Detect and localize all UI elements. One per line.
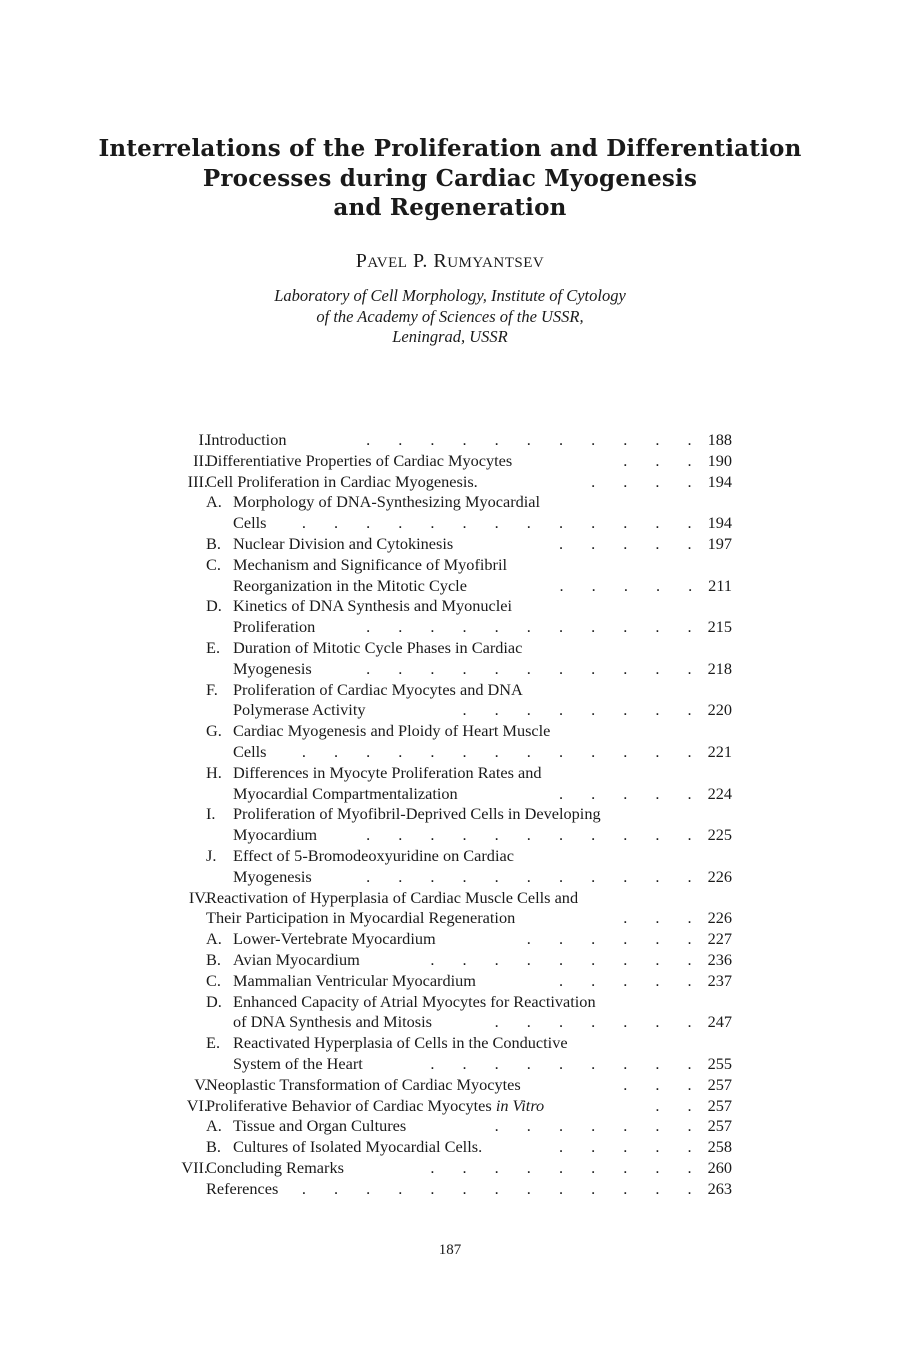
toc-page-number: 226 (707, 866, 732, 886)
title-line: and Regeneration (333, 194, 567, 221)
toc-subsection-letter: C. (206, 554, 221, 574)
toc-entry-title: Tissue and Organ Cultures (233, 1116, 407, 1136)
toc-dot-leader: . . . . (591, 471, 704, 491)
toc-section-number: VII. (181, 1157, 208, 1177)
toc-dot-leader: . . . . . . . (494, 1012, 704, 1032)
toc-page-number: 263 (707, 1178, 732, 1198)
toc-entry-title: Reactivation of Hyperplasia of Cardiac Muscle Cells and (206, 887, 579, 907)
title-line: Processes during Cardiac Myogenesis (202, 164, 698, 192)
toc-dot-leader: . . . . . . . . . (430, 1157, 704, 1177)
toc-entry-title-continued: Reorganization in the Mitotic Cycle (233, 575, 467, 595)
toc-entry-title: Concluding Remarks (206, 1157, 344, 1177)
toc-row (140, 992, 740, 1013)
article-title (0, 134, 900, 223)
toc-row (140, 638, 740, 659)
toc-dot-leader: . . . (623, 450, 704, 470)
toc-row (140, 825, 740, 846)
toc-subsection-letter: D. (206, 991, 222, 1011)
toc-dot-leader: . . . . . . . . (462, 700, 704, 720)
toc-section-number: III. (187, 471, 208, 491)
toc-subsection-letter: E. (206, 1033, 221, 1053)
toc-dot-leader: . . . . . . (526, 929, 704, 949)
table-of-contents (140, 430, 740, 1199)
toc-row (140, 1116, 740, 1137)
toc-entry-title-continued: Proliferation (233, 617, 316, 637)
toc-row (140, 534, 740, 555)
toc-row (140, 700, 740, 721)
toc-row (140, 451, 740, 472)
toc-entry-title-continued: System of the Heart (233, 1053, 363, 1073)
toc-dot-leader: . . . . . . . . . . . (366, 866, 704, 886)
toc-dot-leader: . . . (623, 1074, 704, 1094)
toc-row (140, 971, 740, 992)
toc-dot-leader: . . (655, 1095, 704, 1115)
toc-row (140, 888, 740, 909)
toc-page-number: 237 (707, 970, 732, 990)
toc-row (140, 929, 740, 950)
page-number: 187 (438, 1242, 462, 1258)
toc-entry-title: Neoplastic Transformation of Cardiac Myocytes (206, 1074, 521, 1094)
toc-page-number: 220 (707, 700, 732, 720)
toc-row (140, 1054, 740, 1075)
toc-entry-title: Kinetics of DNA Synthesis and Myonuclei (233, 596, 513, 616)
toc-dot-leader: . . . . . . . . . (430, 1053, 704, 1073)
toc-subsection-letter: A. (206, 492, 222, 512)
toc-dot-leader: . . . . . (559, 575, 705, 595)
toc-entry-title-continued: References (206, 1178, 279, 1198)
toc-page-number: 258 (707, 1137, 732, 1157)
toc-row (140, 1096, 740, 1117)
toc-row (140, 555, 740, 576)
title-line: Interrelations of the Proliferation and Differentiation (98, 135, 802, 162)
toc-dot-leader: . . . . . . . . . (430, 949, 704, 969)
toc-page-number: 211 (708, 575, 732, 595)
toc-dot-leader: . . . . . . . . . . . (366, 617, 704, 637)
toc-page-number: 194 (707, 513, 732, 533)
toc-row (140, 576, 740, 597)
toc-dot-leader: . . . . . . . . . . . . . (301, 1178, 704, 1198)
toc-row (140, 472, 740, 493)
toc-subsection-letter: A. (206, 1116, 222, 1136)
toc-page-number: 215 (707, 617, 732, 637)
toc-entry-title (206, 1096, 544, 1117)
toc-entry-title-continued: Myocardial Compartmentalization (233, 783, 458, 803)
toc-entry-title-continued: of DNA Synthesis and Mitosis (233, 1012, 433, 1032)
toc-entry-title: Duration of Mitotic Cycle Phases in Cardiac (233, 637, 523, 657)
toc-entry-title: Lower-Vertebrate Myocardium (233, 929, 436, 949)
toc-page-number: 194 (707, 471, 732, 491)
toc-section-number: IV. (188, 887, 208, 907)
toc-dot-leader: . . . . . (558, 783, 704, 803)
toc-section-number: II. (193, 450, 208, 470)
toc-subsection-letter: C. (206, 970, 221, 990)
toc-row (140, 867, 740, 888)
toc-row (140, 804, 740, 825)
toc-entry-title-continued: Polymerase Activity (233, 700, 366, 720)
toc-entry-title: Cell Proliferation in Cardiac Myogenesis. (206, 471, 478, 491)
toc-page-number: 257 (707, 1095, 732, 1115)
toc-dot-leader: . . . . . . . . . . . . . (301, 513, 704, 533)
toc-row (140, 846, 740, 867)
toc-page-number: 224 (707, 783, 732, 803)
toc-subsection-letter: G. (206, 721, 222, 741)
toc-row (140, 784, 740, 805)
toc-dot-leader: . . . . . . . . . . . . . (301, 741, 704, 761)
author-affiliation (0, 286, 900, 348)
toc-subsection-letter: J. (206, 845, 217, 865)
toc-entry-title: Proliferation of Cardiac Myocytes and DNA (233, 679, 523, 699)
toc-row (140, 680, 740, 701)
toc-subsection-letter: H. (206, 762, 222, 782)
toc-page-number: 257 (707, 1116, 732, 1136)
toc-subsection-letter: D. (206, 596, 222, 616)
toc-entry-title-continued: Cells (233, 513, 267, 533)
toc-row (140, 596, 740, 617)
toc-dot-leader: . . . (623, 908, 704, 928)
toc-row (140, 1137, 740, 1158)
toc-row (140, 1033, 740, 1054)
toc-page-number: 188 (707, 430, 732, 449)
affiliation-line: Leningrad, USSR (392, 327, 508, 346)
toc-entry-title-continued: Cells (233, 741, 267, 761)
toc-page-number: 260 (707, 1157, 732, 1177)
toc-row (140, 950, 740, 971)
toc-page-number: 236 (707, 949, 732, 969)
toc-row (140, 430, 740, 451)
toc-entry-title: Mechanism and Significance of Myofibril (233, 554, 507, 574)
toc-row (140, 1075, 740, 1096)
toc-page-number: 197 (707, 533, 732, 553)
toc-subsection-letter: E. (206, 637, 221, 657)
toc-row (140, 1158, 740, 1179)
toc-dot-leader: . . . . . (558, 970, 704, 990)
toc-section-number: V. (194, 1074, 208, 1094)
toc-section-number: VI. (186, 1095, 208, 1115)
toc-subsection-letter: F. (206, 679, 218, 699)
toc-subsection-letter: B. (206, 533, 221, 553)
toc-section-number: I. (198, 430, 208, 449)
toc-entry-title: Introduction (206, 430, 287, 449)
toc-page-number: 226 (707, 908, 732, 928)
toc-row (140, 513, 740, 534)
toc-page-number: 227 (707, 929, 732, 949)
toc-row (140, 908, 740, 929)
toc-page-number: 225 (707, 825, 732, 845)
toc-dot-leader: . . . . . (558, 533, 704, 553)
toc-subsection-letter: A. (206, 929, 222, 949)
toc-entry-title-continued: Myocardium (233, 825, 318, 845)
toc-entry-title: Enhanced Capacity of Atrial Myocytes for Reactivation (233, 991, 596, 1011)
toc-dot-leader: . . . . . . . (494, 1116, 704, 1136)
toc-page-number: 257 (707, 1074, 732, 1094)
toc-dot-leader: . . . . . . . . . . . (366, 658, 704, 678)
toc-dot-leader: . . . . . . . . . . . (366, 825, 704, 845)
toc-entry-title-continued: Myogenesis (233, 658, 312, 678)
toc-entry-title: Cardiac Myogenesis and Ploidy of Heart Muscle (233, 721, 551, 741)
toc-entry-title: Differences in Myocyte Proliferation Rates and (233, 762, 542, 782)
toc-dot-leader: . . . . . . . . . . . (366, 430, 704, 449)
toc-row (140, 1179, 740, 1200)
toc-subsection-letter: B. (206, 1137, 221, 1157)
toc-subsection-letter: I. (206, 804, 216, 824)
toc-entry-title: Effect of 5-Bromodeoxyuridine on Cardiac (233, 845, 514, 865)
toc-page-number: 255 (707, 1053, 732, 1073)
toc-entry-title-continued: Their Participation in Myocardial Regeneration (206, 908, 516, 928)
toc-row (140, 742, 740, 763)
toc-page-number: 221 (707, 741, 732, 761)
toc-page-number: 247 (707, 1012, 732, 1032)
toc-row (140, 763, 740, 784)
author-name: PAVEL P. RUMYANTSEV (355, 250, 545, 272)
toc-entry-title: Differentiative Properties of Cardiac Myocytes (206, 450, 513, 470)
toc-row (140, 492, 740, 513)
toc-subsection-letter: B. (206, 949, 221, 969)
toc-entry-title: Nuclear Division and Cytokinesis (233, 533, 454, 553)
toc-dot-leader: . . . . . (558, 1137, 704, 1157)
toc-entry-title: Reactivated Hyperplasia of Cells in the Conductive (233, 1033, 568, 1053)
toc-entry-title-continued: Myogenesis (233, 866, 312, 886)
toc-entry-title: Morphology of DNA-Synthesizing Myocardial (233, 492, 541, 512)
toc-entry-title: Cultures of Isolated Myocardial Cells. (233, 1137, 483, 1157)
affiliation-line: Laboratory of Cell Morphology, Institute of Cytology (274, 286, 626, 305)
toc-row (140, 721, 740, 742)
toc-entry-title: Mammalian Ventricular Myocardium (233, 970, 476, 990)
toc-row (140, 1012, 740, 1033)
toc-page-number: 190 (707, 450, 732, 470)
toc-row (140, 617, 740, 638)
toc-entry-title-italic: in Vitro (495, 1095, 545, 1115)
toc-entry-title-text: Proliferative Behavior of Cardiac Myocytes (206, 1095, 496, 1115)
toc-entry-title: Proliferation of Myofibril-Deprived Cells in Developing (233, 804, 601, 824)
affiliation-line: of the Academy of Sciences of the USSR, (316, 306, 584, 326)
toc-row (140, 659, 740, 680)
toc-entry-title: Avian Myocardium (233, 949, 360, 969)
toc-page-number: 218 (707, 658, 732, 678)
